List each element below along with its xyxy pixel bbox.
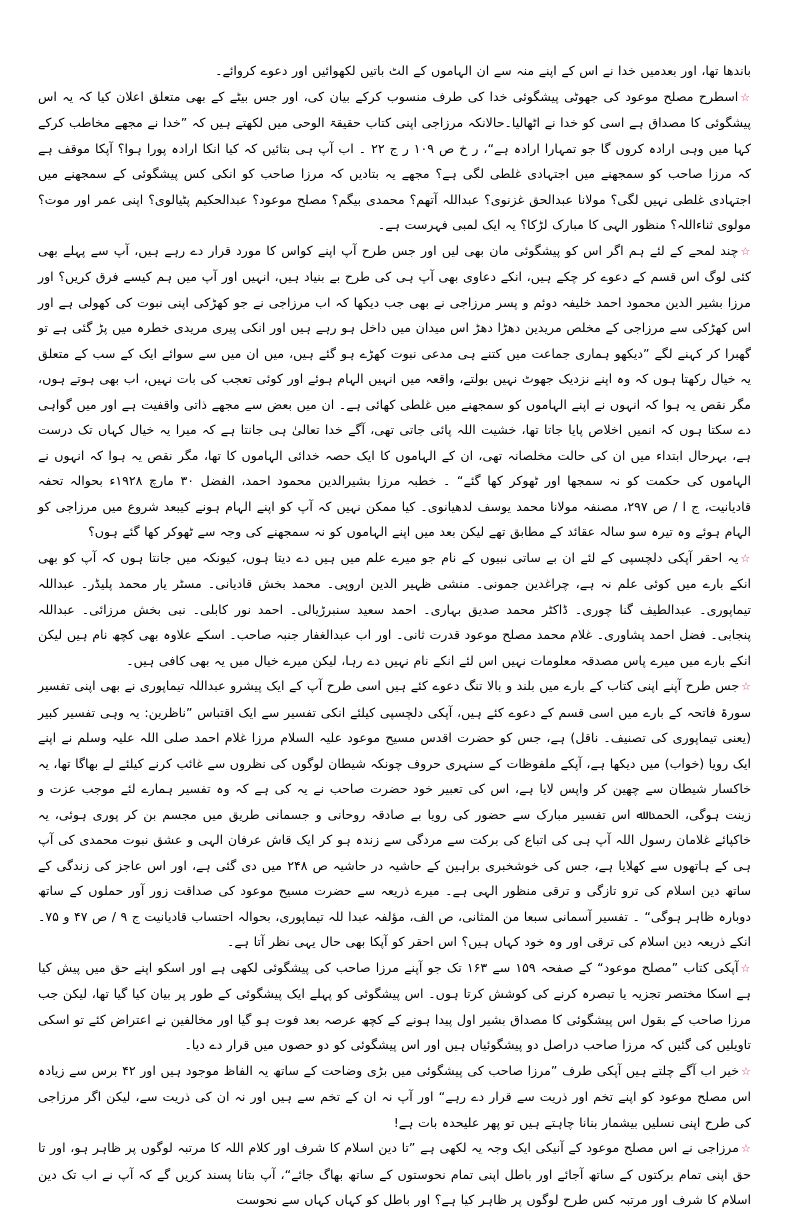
document-body <box>38 58 751 1213</box>
paragraph-text: خیر اب آگے چلتے ہیں آپکی طرف ”مرزا صاحب کی پیشگوئی میں بڑی وضاحت کے ساتھ یہ الفاظ موجود ہیں اور ۴۲ برس سے زیادہ اس مصلح موعود کو اپنے تخم اور ذریت سے قرار دے رہے“ اور آپ نہ ان کے تخم سے ہیں اور نہ ان کی ذریت سے، لیکن اگر مرزاجی کی طرح اپنی نسلیں بیشمار بنانا چاہتے ہیں تو پھر علیحدہ بات ہے! <box>38 1062 751 1130</box>
star-bullet-icon: ☆ <box>740 961 751 975</box>
paragraph <box>38 955 751 1058</box>
paragraph-text: چند لمحے کے لئے ہم اگر اس کو پیشگوئی مان بھی لیں اور جس طرح آپ اپنے کواس کا مورد قرار دے رہے ہیں، آپ سے پہلے بھی کئی لوگ اس قسم کے دعوے کر چکے ہیں، انکے دعاوی بھی آپ ہی کی طرح بے بنیاد ہیں، انہیں اور آپ میں ہم کیسے فرق کریں؟ اور مرزا بشیر الدین محمود احمد خلیفہ دوئم و پسر مرزاجی نے بھی جب دیکھا کہ اب مرزاجی نے جو کھڑکی اپنی نبوت کی کھولی ہے اور اس کھڑکی سے مرزاجی کے مخلص مریدین دھڑا دھڑ اس میدان میں داخل ہو رہے ہیں اور انکی پیری مریدی خطرہ میں پڑ گئی ہے تو گھبرا کر کہنے لگے ”دیکھو ہماری جماعت میں کتنے ہی مدعی نبوت کھڑے ہو گئے ہیں، میں ان میں سے سوائے ایک کے سب کے متعلق یہ خیال رکھتا ہوں کہ وہ اپنے نزدیک جھوٹ نہیں بولتے، واقعہ میں انہیں الہام ہوئے اور کوئی تعجب کی بات نہیں، اب بھی ہوتے ہوں، مگر نقص یہ ہوا کہ انہوں نے اپنے الہاموں کو سمجھنے میں غلطی کھائی ہے۔ ان میں بعض سے مجھے ذاتی واقفیت ہے اور میں گواہی دے سکتا ہوں کہ انمیں اخلاص پایا جاتا تھا، خشیت اللہ پائی جاتی تھی، آگے خدا تعالیٰ ہی جانتا ہے کہ میرا یہ خیال کہاں تک درست ہے، بہرحال ابتداء میں ان کی حالت مخلصانہ تھی، ان کے الہاموں کا ایک حصہ خدائی الہاموں کا تھا، مگر نقص یہ ہوا کہ انہوں نے الہاموں کی حکمت کو نہ سمجھا اور ٹھوکر کھا گئے“ ۔ خطبہ مرزا بشیرالدین محمود احمد، الفضل ۳۰ مارچ ۱۹۲۸ء بحوالہ تحفہ قادیانیت، ج ا / ص ۲۹۷، مصنفہ مولانا محمد یوسف لدھیانوی۔ کیا ممکن نہیں کہ آپ کو اپنے الہام ہونے کیبعد شروع میں مرزاجی کو الہام ہوئے وہ تیرہ سو سالہ عقائد کے مطابق تھے لیکن بعد میں اپنے الہاموں کو نہ سمجھنے کی وجہ سے ٹھوکر کھا گئے ہوں؟ <box>38 242 752 539</box>
paragraph <box>38 84 751 238</box>
paragraph-text: مرزاجی نے اس مصلح موعود کے آنیکی ایک وجہ یہ لکھی ہے ”تا دین اسلام کا شرف اور کلام اللہ کا مرتبہ لوگوں پر ظاہر ہو، اور تا حق اپنی تمام برکتوں کے ساتھ آجائے اور باطل اپنی تمام نحوستوں کے ساتھ بھاگ جائے“، آپ بتانا پسند کریں گے کہ آپ نے اب تک دین اسلام کا شرف اور مرتبہ کس طرح لوگوں پر ظاہر کیا ہے؟ اور باطل کو کہاں کہاں سے نحوست <box>38 1140 751 1207</box>
star-bullet-icon: ☆ <box>740 551 751 565</box>
paragraph <box>38 545 751 674</box>
star-bullet-icon: ☆ <box>740 90 751 104</box>
paragraph-text: یہ احقر آپکی دلچسپی کے لئے ان بے ساتی نبیوں کے نام جو میرے علم میں ہیں دے دیتا ہوں، کیونکہ میں جانتا ہوں کہ آپ کو بھی انکے بارے میں کوئی علم نہ ہے، چراغدین جمونی۔ منشی ظہیر الدین اروپی۔ محمد بخش قادیانی۔ مسٹر یار محمد پلیڈر۔ عبداللہ تیماپوری۔ عبدالطیف گنا چوری۔ ڈاکٹر محمد صدیق بہاری۔ احمد سعید سنبرڑیالی۔ احمد نور کابلی۔ نبی بخش مرزائی۔ عبداللہ پنجابی۔ فضل احمد پشاوری۔ غلام محمد مصلح موعود قدرت ثانی۔ اور اب عبدالغفار جنبہ صاحب۔ اسکے علاوہ بھی کچھ نام ہیں لیکن انکے بارے میں میرے پاس مصدقہ معلومات نہیں اس لئے انکے نام نہیں دے رہا، لیکن میرے خیال میں یہ بھی کافی ہیں۔ <box>38 549 751 668</box>
star-bullet-icon: ☆ <box>741 1064 751 1078</box>
paragraph-text: جس طرح آپنے اپنی کتاب کے بارے میں بلند و بالا تنگ دعوے کئے ہیں اسی طرح آپ کے ایک پیشرو عبداللہ تیماپوری نے بھی اپنی تفسیر سورۃ فاتحہ کے بارے میں اسی قسم کے دعوے کئے ہیں، آپکی دلچسپی کیلئے انکی تفسیر سے ایک اقتباس ”ناظرین: یہ وہی تفسیر کبیر (یعنی تیماپوری کی تصنیف۔ ناقل) ہے، جس کو حضرت اقدس مسیح موعود علیہ السلام مرزا غلام احمد صلی اللہ علیہ وسلم نے اپنے ایک رویا (خواب) میں دیکھا ہے، آپکے ملفوظات کے سنہری حروف چونکہ شیطان لوگوں کی نظروں سے غائب کرنے کیلئے لے بھاگا تھا، یہ خاکسار شیطان سے چھین کر واپس لایا ہے، اس کی تعبیر خود حضرت صاحب نے یہ کی ہے کہ وہ تفسیر ہمارے لئے موجب عزت و زینت ہوگی، الحمد ﷲ اس تفسیر مبارک سے حضور کی رویا بے صادقہ روحانی و جسمانی طریق میں مجسم بن کر پوری ہوئی، یہ خاکپائے غلامان رسول اللہ آپ ہی کی اتباع کی برکت سے مردگی سے زندہ ہو کر ایک قاش عرفان الہی و عشق نبوت محمدی کی آپ ہی کے ہاتھوں سے کھلایا ہے، جس کی خوشخبری براہین کے حاشیہ در حاشیہ ص ۲۴۸ میں دی گئی ہے، اور اس عاجز کی زندگی کے ساتھ دین اسلام کی ترو تازگی و ترقی منظور الہی ہے۔ میرے ذریعہ سے حضرت مسیح موعود کی صداقت زور آور حملوں کے ساتھ دوبارہ ظاہر ہوگی“ ۔ تفسیر آسمانی سبعا من المثانی، ص الف، مؤلفہ عبدا للہ تیماپوری، بحوالہ احتساب قادیانیت ج ۹ / ص ۴۷ و ۷۵۔ انکے ذریعہ دین اسلام کی ترقی اور وہ خود کہاں ہیں؟ اس احقر کو آپکا بھی حال یہی نظر آتا ہے۔ <box>38 678 751 949</box>
star-bullet-icon: ☆ <box>741 680 751 693</box>
paragraph <box>38 238 751 545</box>
paragraph-text: باندھا تھا، اور بعدمیں خدا نے اس کے اپنے منہ سے ان الہاموں کے الٹ باتیں لکھوائیں اور دعوے کروائے۔ <box>215 63 751 78</box>
star-bullet-icon: ☆ <box>740 244 751 258</box>
paragraph <box>38 1135 751 1213</box>
paragraph <box>38 58 751 84</box>
paragraph <box>38 1058 751 1136</box>
paragraph-text: آپکی کتاب ”مصلح موعود“ کے صفحہ ۱۵۹ سے ۱۶۳ تک جو آپنے مرزا صاحب کی پیشگوئی لکھی ہے اور اسکو اپنے حق میں پیش کیا ہے اسکا مختصر تجزیہ یا تبصرہ کرنے کی کوشش کرتا ہوں۔ اس پیشگوئی کو پہلے ایک پیشگوئی کے طور پر بیان کیا گیا تھا، لیکن جب مرزا صاحب کے بقول اس پیشگوئی کا مصداق بشیر اول پیدا ہونے کے کچھ عرصہ بعد فوت ہو گیا اور مخالفین نے اعتراض کئے تو اسکی تاویلیں کی گئیں کہ مرزا صاحب دراصل دو پیشگوئیاں ہیں اور اس پیشگوئی کو دو حصوں میں قرار دے دیا۔ <box>38 959 751 1052</box>
paragraph-text: اسطرح مصلح موعود کی جھوٹی پیشگوئی خدا کی طرف منسوب کرکے بیان کی، اور جس بیٹے کے بھی متعلق اعلان کیا کہ یہ اس پیشگوئی کا مصداق ہے اسی کو خدا نے اٹھالیا۔حالانکہ مرزاجی اپنی کتاب حقیقۃ الوحی میں لکھتے ہیں کہ ”خدا نے مجھے مخاطب کرکے کہا میں وہی ارادہ کروں گا جو تمہارا ارادہ ہے“، ر خ ص ۱۰۹ ر ج ۲۲ ۔ اب آپ ہی بتائیں کہ کیا انکا ارادہ پورا ہوا؟ آپکا موقف ہے کہ مرزا صاحب کو سمجھنے میں اجتہادی غلطی لگی ہے؟ مجھے یہ بتادیں کہ مرزا صاحب کو انکی کس پیشگوئی کے سمجھنے میں اجتہادی غلطی نہیں لگی؟ مولانا عبدالحق غزنوی؟ عبداللہ آتھم؟ محمدی بیگم؟ مصلح موعود؟ عبدالحکیم پٹیالوی؟ اپنی عمر اور موت؟ مولوی ثناءاللہ؟ منظور الہی کا مبارک لڑکا؟ یہ ایک لمبی فہرست ہے۔ <box>38 88 751 232</box>
star-bullet-icon: ☆ <box>741 1142 751 1155</box>
paragraph <box>38 673 751 955</box>
